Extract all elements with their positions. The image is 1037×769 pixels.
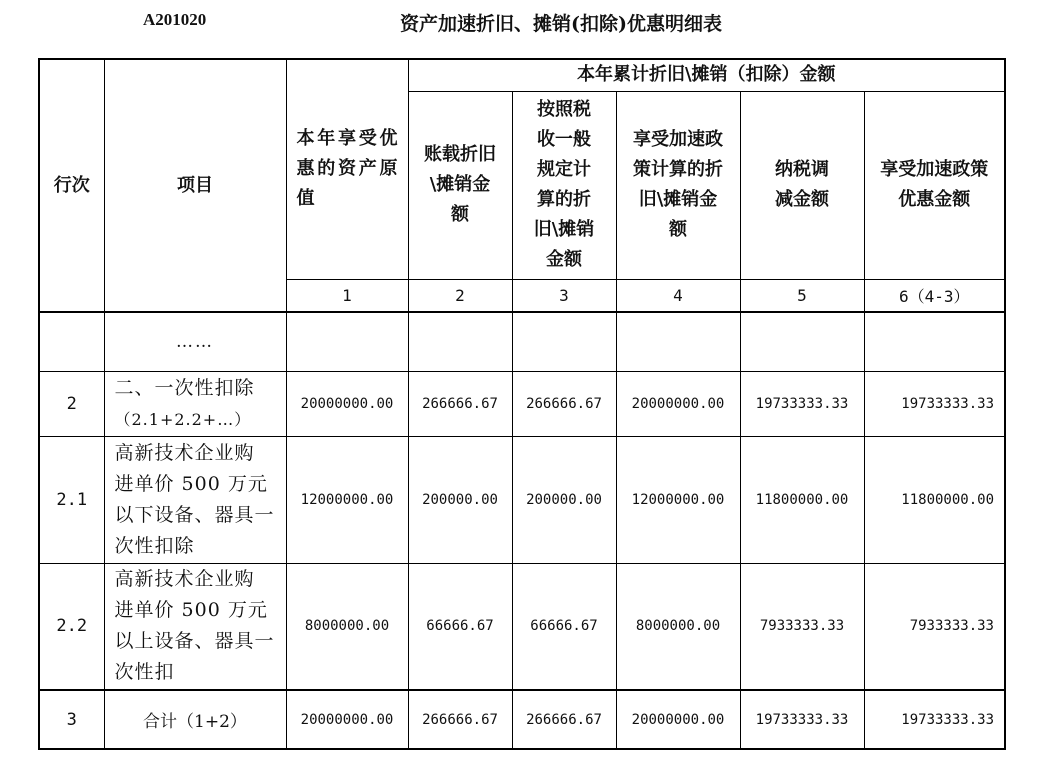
value-cell: 19733333.33 <box>740 371 864 436</box>
value-cell: 266666.67 <box>408 690 512 749</box>
col-number-4: 4 <box>616 279 740 312</box>
header-item: 项目 <box>104 59 286 312</box>
value-cell: 20000000.00 <box>616 371 740 436</box>
value-cell <box>408 312 512 371</box>
item-line: （2.1+2.2+…） <box>114 409 252 429</box>
value-cell <box>616 312 740 371</box>
table-row <box>39 436 1005 563</box>
item-line: 以上设备、器具一 <box>114 630 275 653</box>
item-line: 二、一次性扣除 <box>114 376 255 399</box>
form-code: A201020 <box>143 10 207 29</box>
header-original-value-text: 本年享受优惠的资产原值 <box>296 128 398 210</box>
value-cell: 66666.67 <box>408 563 512 690</box>
total-row <box>39 690 1005 749</box>
header-group: 本年累计折旧\摊销（扣除）金额 <box>408 59 1005 91</box>
item-line: 进单价 500 万元 <box>114 599 268 622</box>
value-cell: 7933333.33 <box>864 563 1005 690</box>
col-number-3: 3 <box>512 279 616 312</box>
row-no-cell: 2.1 <box>39 436 104 563</box>
table-row <box>39 371 1005 436</box>
value-cell: 8000000.00 <box>616 563 740 690</box>
item-line: 次性扣 <box>114 661 175 684</box>
value-cell: 20000000.00 <box>286 690 408 749</box>
item-cell: 合计（1+2） <box>104 690 286 749</box>
col-number-2: 2 <box>408 279 512 312</box>
item-line: 次性扣除 <box>114 534 195 557</box>
row-no-cell <box>39 312 104 371</box>
header-col4-text: 享受加速政策计算的折旧\摊销金额 <box>633 129 723 240</box>
header-col5 <box>740 91 864 279</box>
value-cell: 19733333.33 <box>864 371 1005 436</box>
item-cell <box>104 371 286 436</box>
value-cell <box>864 312 1005 371</box>
row-no-cell: 2 <box>39 371 104 436</box>
header-col3 <box>512 91 616 279</box>
header-col6 <box>864 91 1005 279</box>
value-cell: 7933333.33 <box>740 563 864 690</box>
form-title: 资产加速折旧、摊销(扣除)优惠明细表 <box>400 13 722 35</box>
value-cell <box>740 312 864 371</box>
value-cell: 8000000.00 <box>286 563 408 690</box>
header-col2-text: 账载折旧\摊销金额 <box>424 144 496 225</box>
header-col2 <box>408 91 512 279</box>
value-cell: 66666.67 <box>512 563 616 690</box>
value-cell: 200000.00 <box>512 436 616 563</box>
item-cell <box>104 563 286 690</box>
col-number-6: 6（4-3） <box>864 279 1005 312</box>
table-row-ellipsis <box>39 312 1005 371</box>
value-cell: 19733333.33 <box>740 690 864 749</box>
item-line: 以下设备、器具一 <box>114 503 275 526</box>
value-cell: 20000000.00 <box>286 371 408 436</box>
header-original-value <box>286 59 408 279</box>
value-cell: 266666.67 <box>512 690 616 749</box>
value-cell: 11800000.00 <box>864 436 1005 563</box>
header-row-no: 行次 <box>39 59 104 312</box>
item-cell: …… <box>104 312 286 371</box>
row-no-cell: 2.2 <box>39 563 104 690</box>
value-cell: 11800000.00 <box>740 436 864 563</box>
value-cell: 12000000.00 <box>286 436 408 563</box>
header-col3-text: 按照税收一般规定计算的折旧\摊销金额 <box>533 99 595 270</box>
value-cell: 266666.67 <box>408 371 512 436</box>
col-number-1: 1 <box>286 279 408 312</box>
table-row <box>39 563 1005 690</box>
item-line: 进单价 500 万元 <box>114 472 268 495</box>
value-cell: 200000.00 <box>408 436 512 563</box>
item-line: 高新技术企业购 <box>114 441 255 464</box>
value-cell: 266666.67 <box>512 371 616 436</box>
value-cell: 20000000.00 <box>616 690 740 749</box>
col-number-5: 5 <box>740 279 864 312</box>
item-cell <box>104 436 286 563</box>
value-cell: 19733333.33 <box>864 690 1005 749</box>
value-cell <box>286 312 408 371</box>
item-line: 高新技术企业购 <box>114 568 255 591</box>
detail-table <box>38 58 1006 750</box>
header-col6-text: 享受加速政策优惠金额 <box>880 159 989 210</box>
header-col5-text: 纳税调减金额 <box>775 159 829 210</box>
value-cell <box>512 312 616 371</box>
header-col4 <box>616 91 740 279</box>
row-no-cell: 3 <box>39 690 104 749</box>
value-cell: 12000000.00 <box>616 436 740 563</box>
